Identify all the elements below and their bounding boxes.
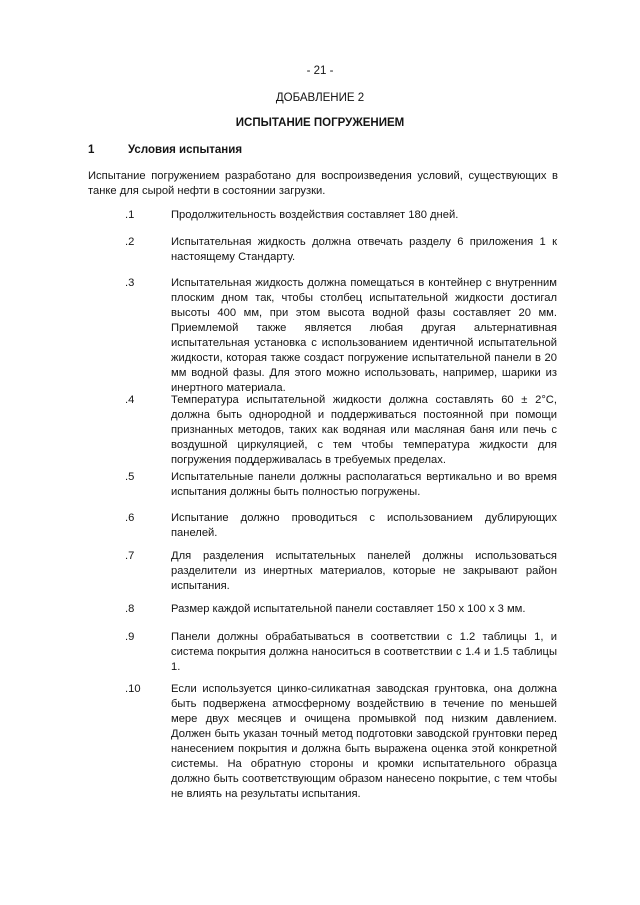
item-text: Испытательные панели должны располагаться вертикально и во время испытания должны быть полностью погружены. (171, 471, 557, 498)
item-text: Испытательная жидкость должна отвечать разделу 6 приложения 1 к настоящему Стандарту. (171, 236, 557, 263)
item-number: .4 (125, 394, 135, 406)
item-number: .8 (125, 603, 135, 615)
item-number: .1 (125, 209, 135, 221)
test-title: ИСПЫТАНИЕ ПОГРУЖЕНИЕМ (235, 117, 405, 129)
item-number: .3 (125, 277, 135, 289)
item-text: Для разделения испытательных панелей должны использоваться разделители из инертных материалов, которые не закрывают район испытания. (171, 550, 557, 592)
item-number: .2 (125, 236, 135, 248)
item-text: Продолжительность воздействия составляет 180 дней. (171, 209, 459, 221)
item-number: .5 (125, 471, 135, 483)
item-text: Испытание должно проводиться с использованием дублирующих панелей. (171, 512, 557, 539)
section-title: Условия испытания (128, 144, 243, 156)
item-text: Испытательная жидкость должна помещаться в контейнер с внутренним плоским дном так, чтобы столбец испытательной жидкости достигал высоты 400 мм, при этом высота водной фазы составляет 20 мм. Приемлемой также является любая другая альтернативная испытательная установка с использованием идентичной испытательной жидкости, которая также создаст погружение испытательной панели в 20 мм водной фазы. Для этого можно использовать, например, шарики из инертного материала. (171, 277, 557, 394)
item-text: Панели должны обрабатываться в соответствии с 1.2 таблицы 1, и система покрытия должна наноситься в соответствии с 1.4 и 1.5 таблицы 1. (171, 631, 557, 673)
item-text: Размер каждой испытательной панели составляет 150 x 100 x 3 мм. (171, 603, 526, 615)
item-number: .10 (125, 683, 141, 695)
item-number: .9 (125, 631, 135, 643)
annex-title: ДОБАВЛЕНИЕ 2 (275, 92, 365, 104)
item-number: .6 (125, 512, 135, 524)
intro-paragraph: Испытание погружением разработано для воспроизведения условий, существующих в танке для сырой нефти в состоянии загрузки. (88, 170, 558, 197)
item-text: Если используется цинко-силикатная заводская грунтовка, она должна быть подвержена атмосферному воздействию в течение по меньшей мере двух месяцев и очищена промывкой под низким давлением. Должен быть указан точный метод подготовки заводской грунтовки перед нанесением покрытия и должна быть выражена оценка этой конкретной системы. На обратную стороны и кромки испытательного образца должно быть соответствующим образом нанесено покрытие, с тем чтобы не влиять на результаты испытания. (171, 683, 557, 800)
page-number: - 21 - (306, 65, 334, 77)
item-text: Температура испытательной жидкости должна составлять 60 ± 2°C, должна быть однородной и поддерживаться постоянной при помощи признанных методов, таких как водяная или масляная баня или печь с воздушной циркуляцией, с тем чтобы температура жидкости для погружения поддерживалась в требуемых пределах. (171, 394, 557, 466)
section-number: 1 (88, 144, 95, 156)
item-number: .7 (125, 550, 135, 562)
